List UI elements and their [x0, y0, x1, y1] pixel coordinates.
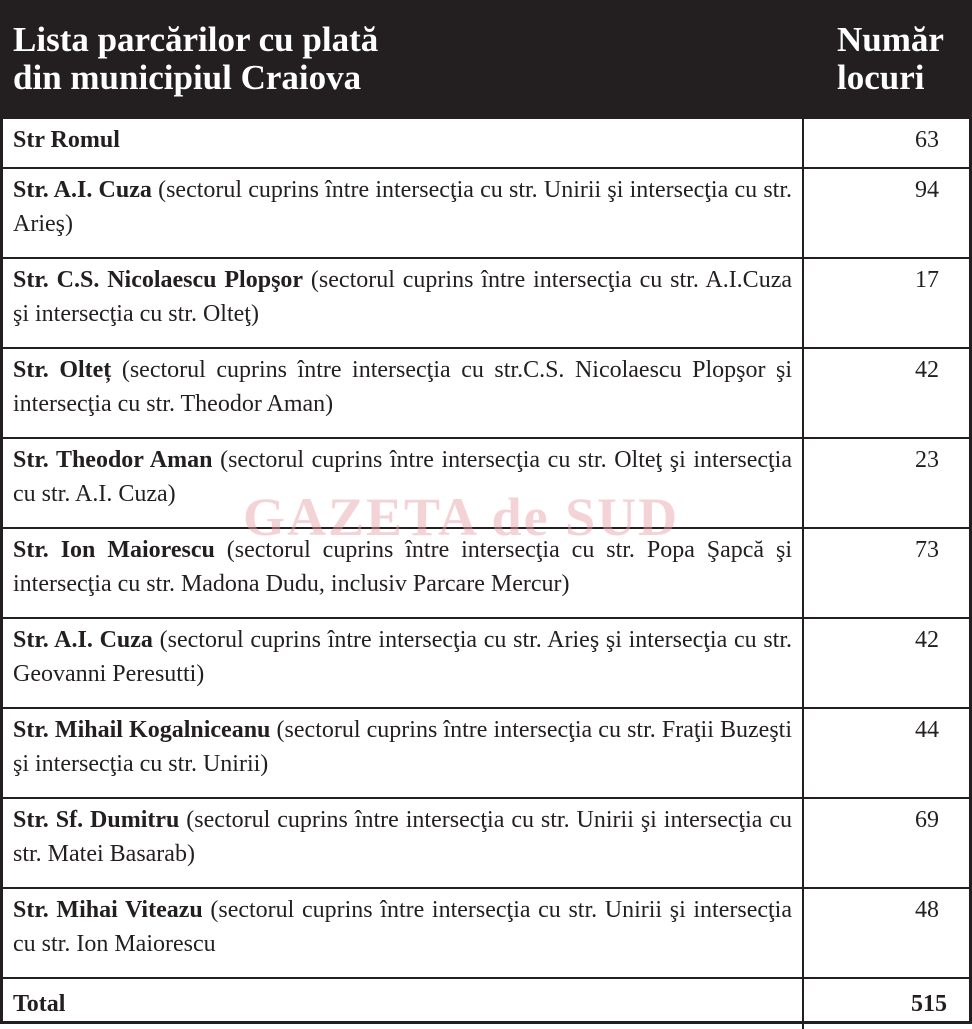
- spots-count: 63: [803, 118, 969, 168]
- street-detail: (sectorul cuprins între intersecţia cu str. Olteţ şi intersecţia cu str. A.I. Cuza): [13, 447, 793, 507]
- spots-count: 94: [803, 168, 969, 258]
- street-cell: [3, 168, 803, 258]
- street-detail: (sectorul cuprins între intersecţia cu str. Unirii şi intersecţia cu str. Ion Maiorescu: [13, 897, 792, 957]
- street-name: Str. A.I. Cuza: [13, 627, 153, 653]
- street-name: Str. A.I. Cuza: [13, 177, 152, 203]
- table-row: [3, 438, 969, 528]
- spots-count: 69: [803, 798, 969, 888]
- spots-count: 48: [803, 888, 969, 978]
- street-name: Str. Mihail Kogalniceanu: [13, 717, 271, 743]
- spots-count: 42: [803, 348, 969, 438]
- table-row: [3, 348, 969, 438]
- total-label: Total: [3, 978, 803, 1029]
- header-count: [803, 0, 969, 118]
- street-cell: [3, 708, 803, 798]
- table-row: [3, 888, 969, 978]
- total-row: [3, 978, 969, 1029]
- street-cell: [3, 798, 803, 888]
- spots-count: 23: [803, 438, 969, 528]
- street-detail: (sectorul cuprins între intersecţia cu str. A.I.Cuza şi intersecţia cu str. Olteţ): [13, 267, 792, 327]
- spots-count: 73: [803, 528, 969, 618]
- street-detail: (sectorul cuprins între intersecţia cu str. Unirii şi intersecţia cu str. Arieş): [13, 177, 792, 237]
- street-cell: [3, 528, 803, 618]
- table-row: [3, 528, 969, 618]
- watermark-logo: GAZETA de SUD: [243, 487, 680, 547]
- header-title-line2: din municipiul Craiova: [13, 57, 362, 97]
- street-name: Str. C.S. Nicolaescu Plopşor: [13, 267, 304, 293]
- street-name: Str. Mihai Viteazu: [13, 897, 203, 923]
- street-name: Str Romul: [13, 127, 120, 153]
- header-count-line2: locuri: [837, 57, 925, 97]
- street-detail: (sectorul cuprins între intersecţia cu str. Popa Şapcă şi intersecţia cu str. Madona Dudu, inclusiv Parcare Mercur): [13, 537, 792, 597]
- total-count: 515: [803, 978, 969, 1029]
- table-row: [3, 708, 969, 798]
- table-row: [3, 798, 969, 888]
- table-header-row: [3, 0, 969, 118]
- street-name: Str. Theodor Aman: [13, 447, 213, 473]
- street-cell: [3, 118, 803, 168]
- table-row: [3, 258, 969, 348]
- street-cell: [3, 438, 803, 528]
- street-cell: [3, 348, 803, 438]
- spots-count: 17: [803, 258, 969, 348]
- street-detail: (sectorul cuprins între intersecţia cu str. Unirii şi intersecţia cu str. Matei Basarab): [13, 807, 792, 867]
- street-detail: (sectorul cuprins între intersecţia cu str. Arieş şi intersecţia cu str. Geovanni Peresutti): [13, 627, 793, 687]
- spots-count: 42: [803, 618, 969, 708]
- header-title: [3, 0, 803, 118]
- parking-table: [3, 0, 969, 1029]
- street-name: Str. Olteț: [13, 357, 112, 383]
- street-detail: (sectorul cuprins între intersecţia cu str.C.S. Nicolaescu Plopşor şi intersecţia cu str. Theodor Aman): [13, 357, 793, 417]
- street-cell: [3, 258, 803, 348]
- street-detail: (sectorul cuprins între intersecţia cu str. Fraţii Buzeşti şi intersecţia cu str. Unirii): [13, 717, 792, 777]
- street-name: Str. Sf. Dumitru: [13, 807, 180, 833]
- street-cell: [3, 618, 803, 708]
- table-row: [3, 118, 969, 168]
- table-row: [3, 168, 969, 258]
- table-row: [3, 618, 969, 708]
- street-cell: [3, 888, 803, 978]
- header-count-line1: Număr: [837, 19, 944, 59]
- header-title-line1: Lista parcărilor cu plată: [13, 19, 379, 59]
- street-name: Str. Ion Maiorescu: [13, 537, 215, 563]
- spots-count: 44: [803, 708, 969, 798]
